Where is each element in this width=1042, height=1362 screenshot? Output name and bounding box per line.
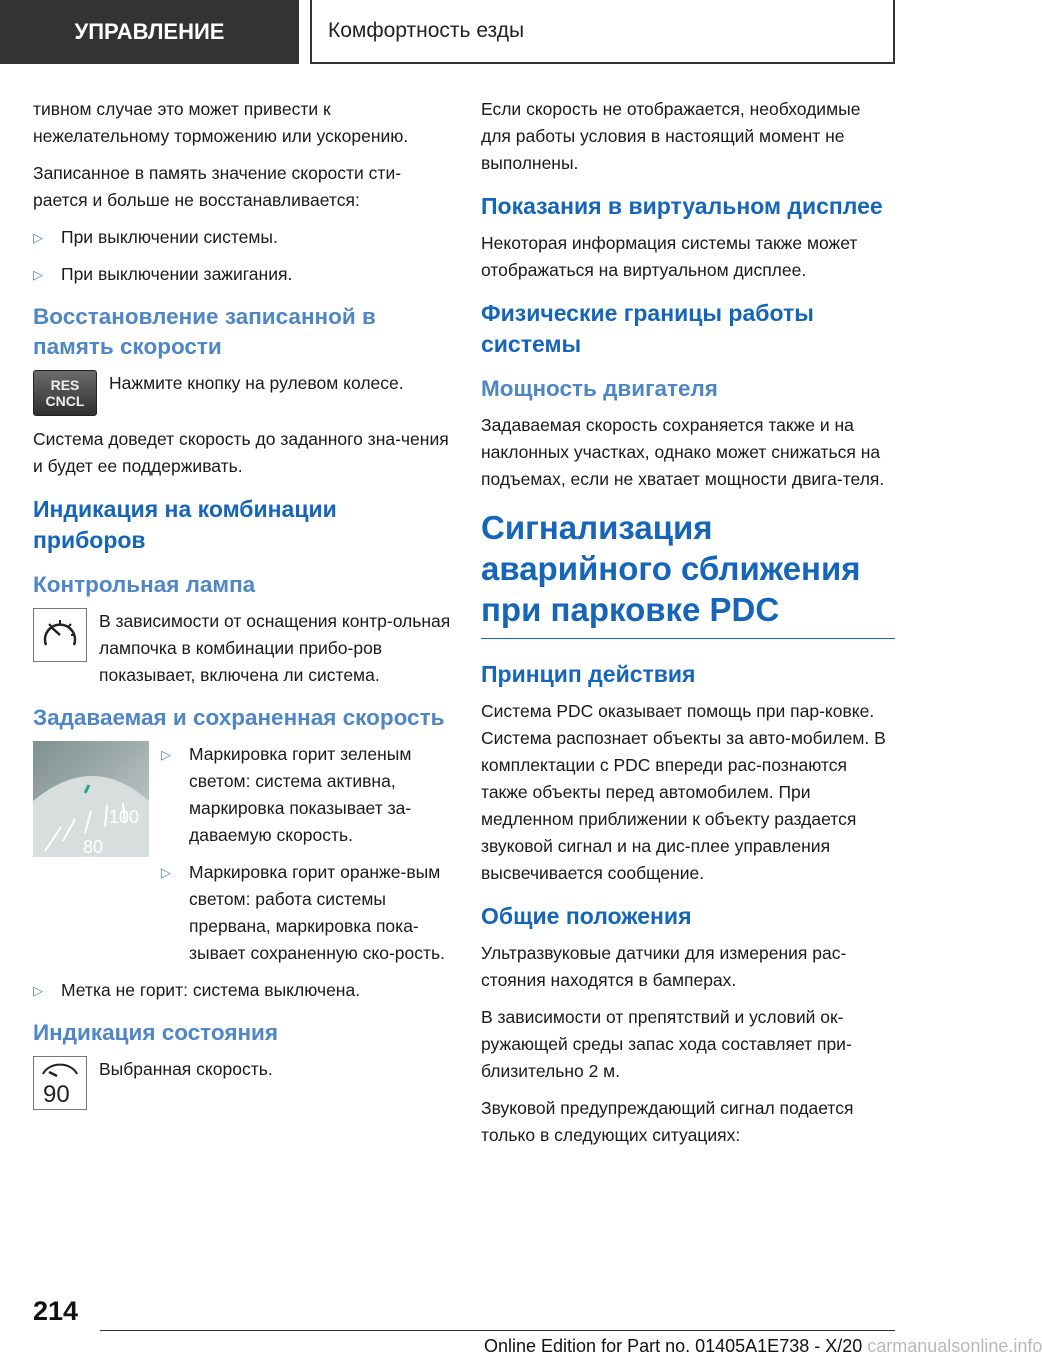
paragraph: Некоторая информация системы также может отображаться на виртуальном дисплее. <box>481 233 858 280</box>
paragraph: В зависимости от препятствий и условий ок-ружающей среды запас хода составляет при-близительно 2 м. <box>481 1007 852 1081</box>
heading-engine-power: Мощность двигателя <box>481 376 718 401</box>
triangle-right-icon: ▷ <box>33 267 43 282</box>
list-item: ▷ Маркировка горит оранже-вым светом: работа системы прервана, маркировка пока-зывает сохраненную ско-рость. <box>161 859 451 967</box>
list-item: ▷ Маркировка горит зеленым светом: система активна, маркировка показывает за-даваемую скорость. <box>161 741 451 849</box>
paragraph: Система PDC оказывает помощь при пар-ковке. Система распознает объекты за авто-мобилем. В комплектации с PDC впереди рас-познаются также объекты перед автомобилем. При медленном приближении к объекту раздается звуковой сигнал и на дис-плее управления высвечивается сообщение. <box>481 701 886 883</box>
paragraph: В зависимости от оснащения контр-ольная лампочка в комбинации прибо-ров показывает, включена ли система. <box>99 611 451 685</box>
triangle-right-icon: ▷ <box>161 747 171 762</box>
list-item: ▷ При выключении зажигания. <box>33 261 451 288</box>
paragraph: Записанное в память значение скорости сти-рается и больше не восстанавливается: <box>33 163 402 210</box>
watermark: carmanualsonline.info <box>867 1336 1042 1356</box>
status-speed-value: 90 <box>43 1081 70 1108</box>
triangle-right-icon: ▷ <box>33 230 43 245</box>
heading-indicator-lamp: Контрольная лампа <box>33 572 256 597</box>
gauge-label-80: 80 <box>83 837 104 857</box>
heading-virtual-display: Показания в виртуальном дисплее <box>481 193 883 219</box>
triangle-right-icon: ▷ <box>33 983 43 998</box>
cruise-control-lamp-icon <box>33 608 87 662</box>
paragraph: Задаваемая скорость сохраняется также и на наклонных участках, однако может снижаться на подъемах, если не хватает мощности двига-теля. <box>481 415 885 489</box>
list-item: ▷ Метка не горит: система выключена. <box>33 977 451 1004</box>
heading-restore-speed: Восстановление записанной в память скорости <box>33 304 376 359</box>
page-number: 214 <box>33 1296 79 1326</box>
footer-edition: Online Edition for Part no. 01405A1E738 - X/20 carmanualsonline.info <box>484 1336 1042 1356</box>
res-cncl-button-icon: RES CNCL <box>33 370 97 416</box>
heading-status-display: Индикация состояния <box>33 1020 279 1045</box>
speedometer-image <box>33 741 149 857</box>
right-column <box>481 96 895 1159</box>
speed-gauge-row <box>33 741 451 977</box>
lamp-row <box>33 608 451 689</box>
paragraph: Ультразвуковые датчики для измерения рас-стояния находятся в бамперах. <box>481 943 847 990</box>
section-tab: УПРАВЛЕНИЕ <box>0 0 299 64</box>
paragraph: Система доведет скорость до заданного зна-чения и будет ее поддерживать. <box>33 429 449 476</box>
status-row <box>33 1056 451 1110</box>
triangle-right-icon: ▷ <box>161 865 171 880</box>
res-button-row <box>33 370 451 416</box>
heading-cluster-display: Индикация на комбинации приборов <box>33 496 337 553</box>
set-speed-status-icon <box>33 1056 87 1110</box>
gauge-label-100: 100 <box>109 807 140 827</box>
left-column <box>33 96 451 1120</box>
paragraph: Выбранная скорость. <box>99 1059 273 1079</box>
heading-pdc: Сигнализация аварийного сближения при парковке PDC <box>481 507 895 639</box>
list-item: ▷ При выключении системы. <box>33 224 451 251</box>
heading-principle: Принцип действия <box>481 661 696 687</box>
paragraph: Нажмите кнопку на рулевом колесе. <box>109 373 404 393</box>
footer-divider <box>100 1330 895 1331</box>
paragraph: тивном случае это может привести к нежелательному торможению или ускорению. <box>33 99 409 146</box>
heading-set-speed: Задаваемая и сохраненная скорость <box>33 705 445 730</box>
paragraph: Звуковой предупреждающий сигнал подается только в следующих ситуациях: <box>481 1098 854 1145</box>
chapter-title: Комфортность езды <box>310 0 895 64</box>
heading-system-limits: Физические границы работы системы <box>481 300 814 357</box>
paragraph: Если скорость не отображается, необходимые для работы условия в настоящий момент не выполнены. <box>481 99 861 173</box>
heading-general: Общие положения <box>481 903 692 929</box>
